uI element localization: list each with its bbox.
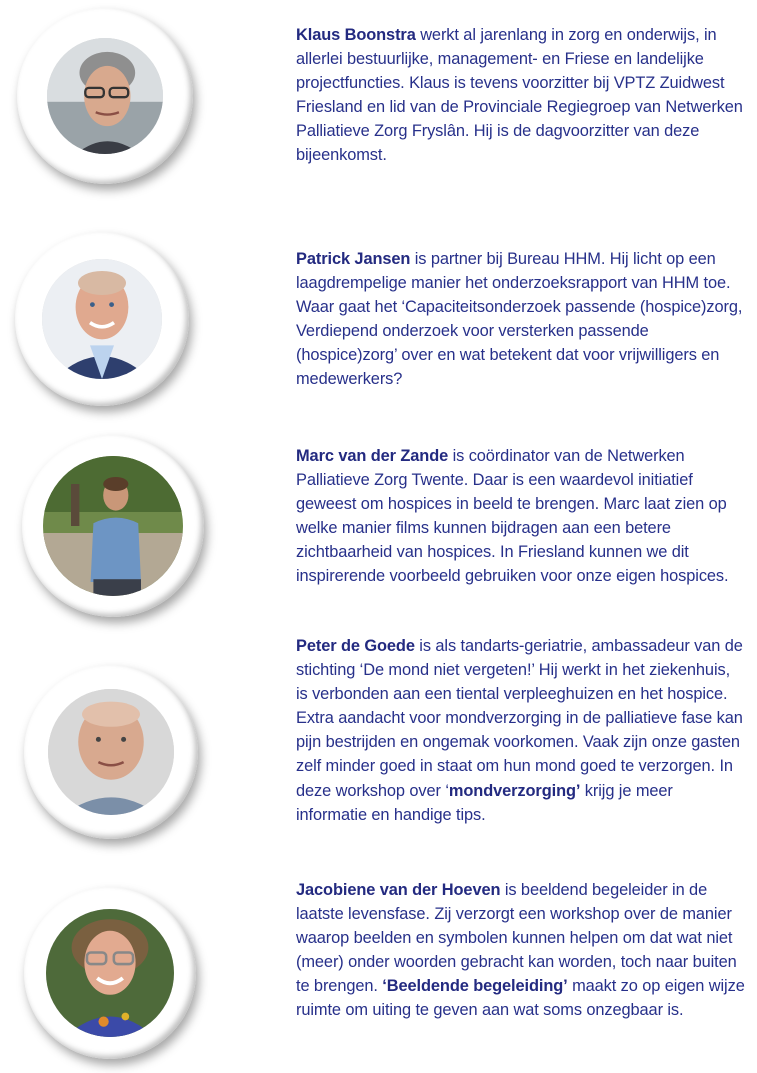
- portrait-photo: [47, 38, 163, 154]
- portrait-man-outdoors-icon: [43, 456, 183, 596]
- portrait-photo: [42, 259, 162, 379]
- speaker-description: is beeldend begeleider in de laatste levensfase. Zij verzorgt een workshop over de manier waarop beelden en symbolen kunnen helpen om dat wat niet (meer) onder woorden gebracht kan worden, toch naar buiten te brengen.: [296, 881, 737, 996]
- speaker-bio: [296, 23, 746, 168]
- avatar-marc-van-der-zande: [22, 435, 204, 617]
- emphasis-text: mondverzorging’: [448, 781, 581, 800]
- speaker-bio: [296, 878, 746, 1023]
- speaker-description: is coördinator van de Netwerken Palliatieve Zorg Twente. Daar is een waardevol initiatief geweest om hospices in beeld te brengen. Marc laat zien op welke manier films kunnen bijdragen aan een betere zichtbaarheid van hospices. In Friesland kunnen we dit inspirerende voorbeeld gebruiken voor onze eigen hospices.: [296, 447, 729, 586]
- speaker-description-end: maakt zo op eigen wijze ruimte om uiting te geven aan wat soms onzegbaar is.: [296, 977, 745, 1020]
- avatar-peter-de-goede: [24, 665, 198, 839]
- speaker-name: Peter de Goede: [296, 637, 415, 655]
- portrait-photo: [46, 909, 174, 1037]
- speaker-description: is partner bij Bureau HHM. Hij licht op een laagdrempelige manier het onderzoeksrapport van HHM toe. Waar gaat het ‘Capaciteitsonderzoek passende (hospice)zorg, Verdiepend onderzoek voor versterken passende (hospice)zorg’ over en wat betekent dat voor vrijwilligers en medewerkers?: [296, 250, 743, 389]
- portrait-man-icon: [42, 259, 162, 379]
- emphasis-text: ‘Beeldende begeleiding’: [382, 977, 568, 996]
- speaker-name: Klaus Boonstra: [296, 26, 416, 44]
- speaker-name: Marc van der Zande: [296, 447, 449, 465]
- speaker-name: Jacobiene van der Hoeven: [296, 881, 501, 899]
- speaker-bio: [296, 444, 746, 589]
- speaker-bio: [296, 634, 746, 827]
- speaker-description: werkt al jarenlang in zorg en onderwijs, in allerlei bestuurlijke, management- en Friese en landelijke projectfuncties. Klaus is tevens voorzitter bij VPTZ Zuidwest Friesland en lid van de Provinciale Regiegroep van Netwerken Palliatieve Zorg Fryslân. Hij is de dagvoorzitter van deze bijeenkomst.: [296, 26, 743, 165]
- portrait-man-icon: [48, 689, 174, 815]
- speaker-description: is als tandarts-geriatrie, ambassadeur van de stichting ‘De mond niet vergeten!’ Hij werkt in het ziekenhuis, is verbonden aan een tiental verpleeghuizen en het hospice. Extra aandacht voor mondverzorging in de palliatieve fase kan pijn bestrijden en ongemak voorkomen. Vaak zijn onze gasten zelf minder goed in staat om hun mond goed te verzorgen. In deze workshop over ‘: [296, 637, 743, 800]
- portrait-photo: [43, 456, 183, 596]
- avatar-klaus-boonstra: [17, 8, 193, 184]
- portrait-woman-icon: [46, 909, 174, 1037]
- speaker-name: Patrick Jansen: [296, 250, 411, 268]
- speaker-description-end: krijg je meer informatie en handige tips.: [296, 781, 673, 824]
- avatar-patrick-jansen: [15, 232, 189, 406]
- avatar-jacobiene-van-der-hoeven: [24, 887, 196, 1059]
- portrait-man-icon: [47, 38, 163, 154]
- speaker-bio: [296, 247, 746, 392]
- portrait-photo: [48, 689, 174, 815]
